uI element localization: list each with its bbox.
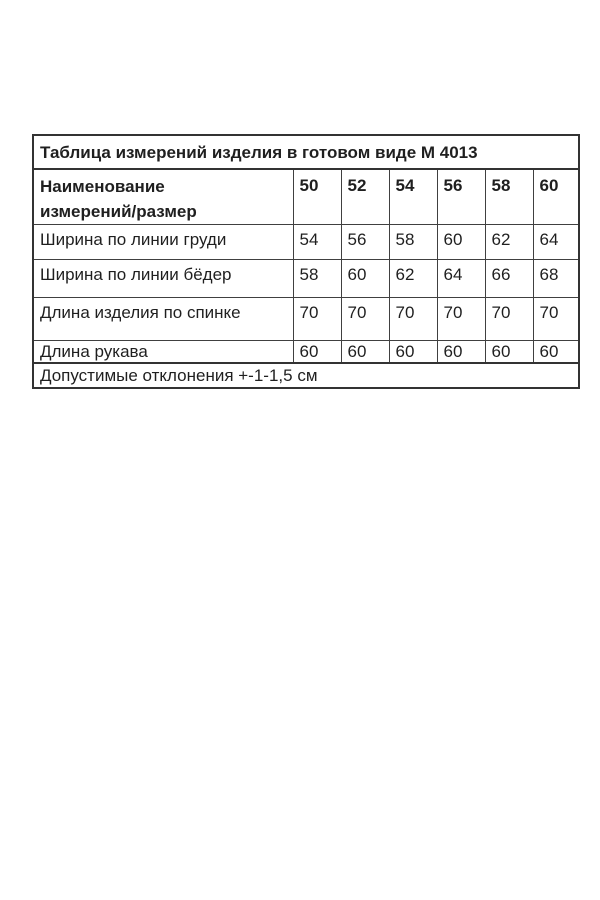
measurement-value: 60 xyxy=(389,341,437,364)
measurement-value: 64 xyxy=(533,225,579,260)
header-name-line1: Наименование xyxy=(40,177,165,196)
measurement-value: 70 xyxy=(437,298,485,341)
table-title-row xyxy=(33,135,579,169)
size-header-58: 58 xyxy=(485,169,533,225)
measurement-value: 70 xyxy=(293,298,341,341)
table-row xyxy=(33,341,579,364)
measurement-value: 58 xyxy=(389,225,437,260)
table-footer-row xyxy=(33,363,579,388)
measurement-value: 70 xyxy=(389,298,437,341)
table-footer-note: Допустимые отклонения +-1-1,5 см xyxy=(33,363,579,388)
measurement-value: 62 xyxy=(485,225,533,260)
row-label: Ширина по линии груди xyxy=(33,225,293,260)
measurement-value: 70 xyxy=(341,298,389,341)
table-row xyxy=(33,225,579,260)
measurement-value: 60 xyxy=(437,341,485,364)
measurement-value: 56 xyxy=(341,225,389,260)
measurement-value: 60 xyxy=(485,341,533,364)
table-row xyxy=(33,298,579,341)
header-name-line2: измерений/размер xyxy=(40,202,197,221)
measurement-value: 60 xyxy=(533,341,579,364)
measurement-value: 70 xyxy=(485,298,533,341)
measurement-table xyxy=(32,134,580,389)
measurement-value: 60 xyxy=(341,260,389,298)
table-row xyxy=(33,260,579,298)
measurement-value: 64 xyxy=(437,260,485,298)
size-header-54: 54 xyxy=(389,169,437,225)
row-label: Длина изделия по спинке xyxy=(33,298,293,341)
size-header-50: 50 xyxy=(293,169,341,225)
measurement-value: 54 xyxy=(293,225,341,260)
measurement-value: 58 xyxy=(293,260,341,298)
measurement-value: 60 xyxy=(437,225,485,260)
size-header-60: 60 xyxy=(533,169,579,225)
size-header-56: 56 xyxy=(437,169,485,225)
row-label: Ширина по линии бёдер xyxy=(33,260,293,298)
table-title: Таблица измерений изделия в готовом виде М 4013 xyxy=(33,135,579,169)
table-header-row xyxy=(33,169,579,225)
measurement-value: 66 xyxy=(485,260,533,298)
row-label: Длина рукава xyxy=(33,341,293,364)
measurement-value: 68 xyxy=(533,260,579,298)
size-header-52: 52 xyxy=(341,169,389,225)
measurement-value: 60 xyxy=(341,341,389,364)
measurement-value: 70 xyxy=(533,298,579,341)
measurement-value: 62 xyxy=(389,260,437,298)
header-name-cell xyxy=(33,169,293,225)
measurement-value: 60 xyxy=(293,341,341,364)
